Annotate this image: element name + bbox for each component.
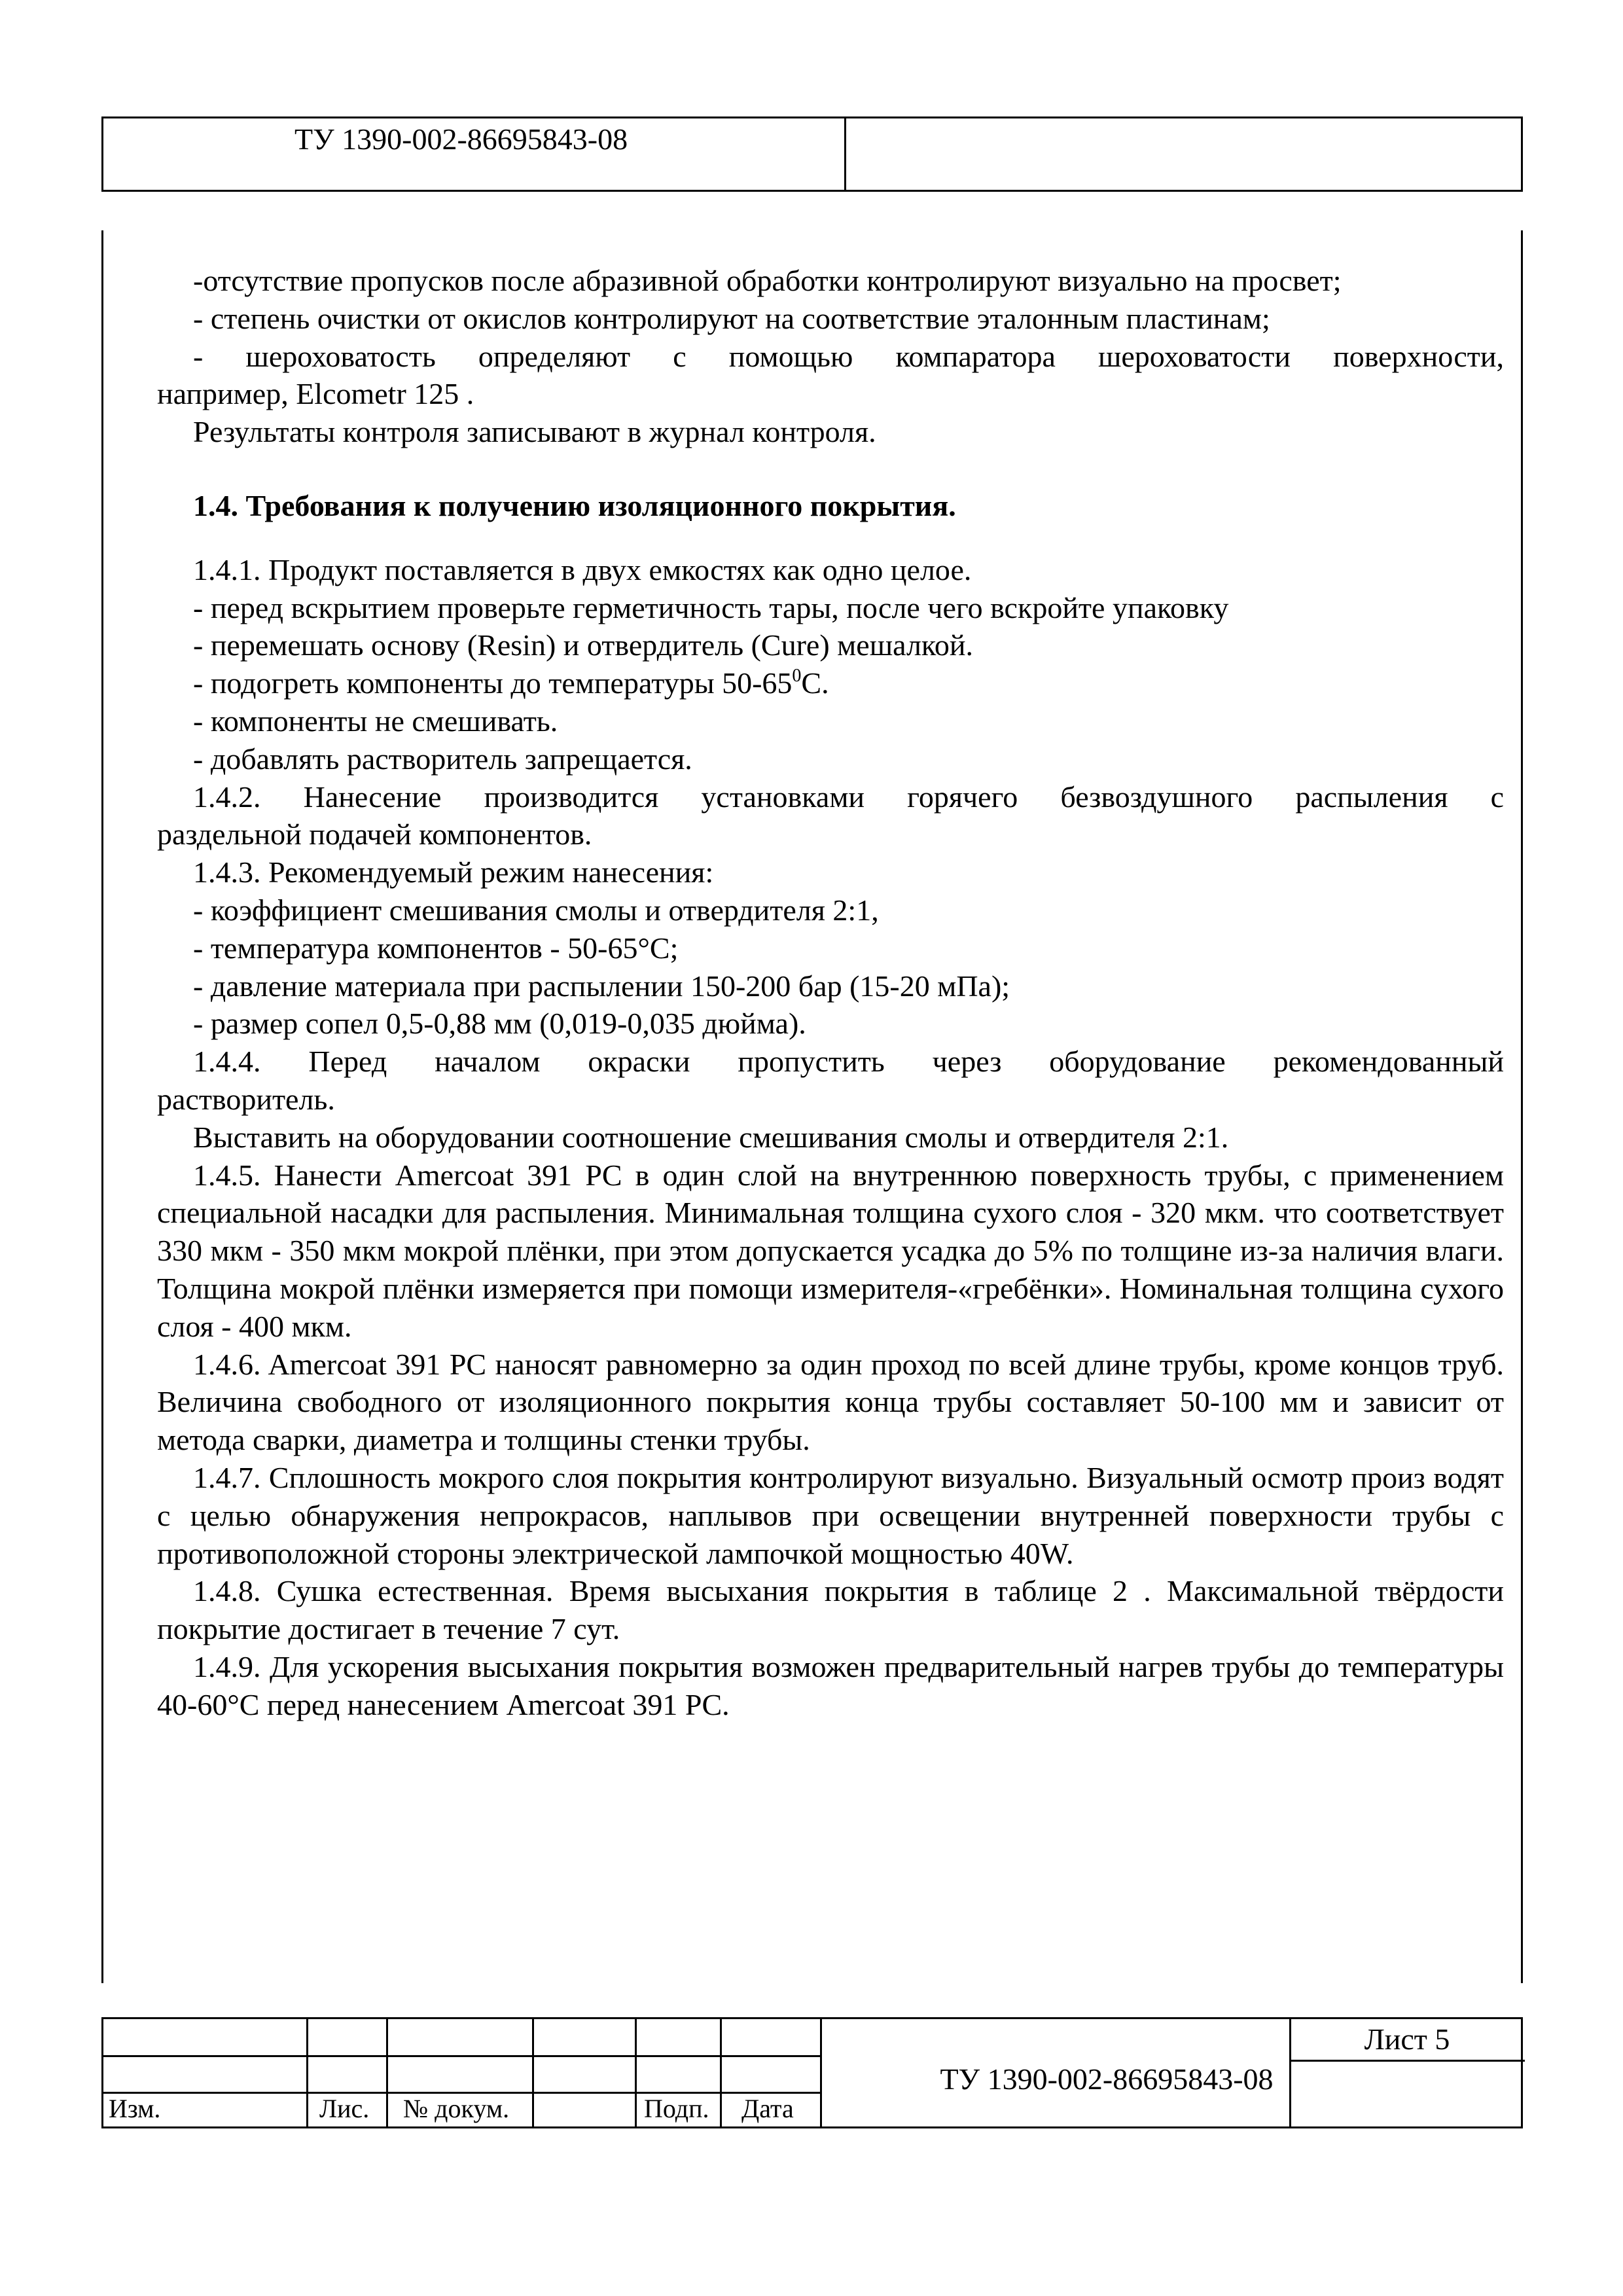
title-block-line <box>386 2019 388 2126</box>
list-item: 1.4.2. Нанесение производится установками горячего безвоздушного распыления с <box>193 780 1504 814</box>
paragraph: Результаты контроля записывают в журнал контроля. <box>193 415 876 449</box>
list-item: - давление материала при распылении 150-200 бар (15-20 мПа); <box>193 969 1010 1003</box>
title-block-line <box>532 2019 534 2126</box>
paragraph: например, Elcometr 125 . <box>157 377 474 411</box>
title-block-line <box>103 2055 820 2057</box>
list-item-text: С. <box>801 666 829 700</box>
title-block-line <box>720 2019 722 2126</box>
list-item: растворитель. <box>157 1082 335 1116</box>
title-block-line <box>820 2019 822 2126</box>
list-item: 1.4.1. Продукт поставляется в двух емкостях как одно целое. <box>193 552 972 586</box>
paragraph: -отсутствие пропусков после абразивной обработки контролируют визуально на просвет; <box>193 264 1342 297</box>
list-item: 1.4.7. Сплошность мокрого слоя покрытия контролируют визуально. Визуальный осмотр произ водят с целью обнаружения непрокрасов, наплывов при освещении внутренней поверхности трубы с противоположной стороны электрической лампочкой мощностью 40W. <box>157 1460 1504 1570</box>
list-item: 1.4.4. Перед началом окраски пропустить через оборудование рекомендованный <box>193 1045 1504 1079</box>
list-item: 1.4.8. Сушка естественная. Время высыхания покрытия в таблице 2 . Максимальной твёрдости покрытие достигает в течение 7 сут. <box>157 1574 1504 1646</box>
title-block-doc-code: ТУ 1390-002-86695843-08 <box>940 2062 1274 2096</box>
list-item: 1.4.9. Для ускорения высыхания покрытия возможен предварительный нагрев трубы до температуры 40-60°С перед нанесением Amercoat 391 PC. <box>157 1649 1504 1721</box>
paragraph: - шероховатость определяют с помощью компаратора шероховатости поверхности, <box>193 339 1504 373</box>
label-signature: Подп. <box>644 2094 709 2123</box>
right-margin-line <box>1521 230 1523 1983</box>
list-item: - добавлять растворитель запрещается. <box>193 742 692 776</box>
label-izm: Изм. <box>109 2094 161 2123</box>
sheet-number: Лист 5 <box>1364 2022 1450 2056</box>
list-item: - перемешать основу (Resin) и отвердитель (Cure) мешалкой. <box>193 628 974 662</box>
document-body <box>157 262 1504 1723</box>
list-item: 1.4.5. Нанести Amercoat 391 PC в один слой на внутреннюю поверхность трубы, с применением специальной насадки для распыления. Минимальная толщина сухого слоя - 320 мкм. что соответствует 330 мкм - 350 мкм мокрой плёнки, при этом допускается усадка до 5% по толщине из-за наличия влаги. Толщина мокрой плёнки измеряется при помощи измерителя-«гребёнки». Номинальная толщина сухого слоя - 400 мкм. <box>157 1158 1504 1343</box>
list-item: раздельной подачей компонентов. <box>157 817 592 852</box>
header-doc-code: ТУ 1390-002-86695843-08 <box>294 122 628 156</box>
list-item: - компоненты не смешивать. <box>193 704 558 738</box>
header-divider <box>844 118 846 190</box>
title-block-line <box>635 2019 637 2126</box>
list-item: 1.4.6. Amercoat 391 PC наносят равномерно за один проход по всей длине трубы, кроме концов труб. Величина свободного от изоляционного покрытия конца трубы составляет 50-100 мм и зависит от метода сварки, диаметра и толщины стенки трубы. <box>157 1347 1504 1457</box>
header-frame <box>101 117 1523 192</box>
label-doc-number: № докум. <box>403 2094 510 2123</box>
list-item: - температура компонентов - 50-65°С; <box>193 931 679 965</box>
list-item <box>157 664 1504 702</box>
title-block-line <box>306 2019 308 2126</box>
list-item: 1.4.3. Рекомендуемый режим нанесения: <box>193 855 714 889</box>
section-heading: 1.4. Требования к получению изоляционного покрытия. <box>193 488 956 522</box>
label-list: Лис. <box>319 2094 370 2123</box>
paragraph: - степень очистки от окислов контролируют на соответствие эталонным пластинам; <box>193 301 1270 335</box>
list-item: - коэффициент смешивания смолы и отвердителя 2:1, <box>193 893 879 927</box>
list-item: - размер сопел 0,5-0,88 мм (0,019-0,035 дюйма). <box>193 1007 806 1041</box>
degree-superscript: 0 <box>792 666 802 687</box>
list-item: Выставить на оборудовании соотношение смешивания смолы и отвердителя 2:1. <box>193 1120 1229 1154</box>
label-date: Дата <box>741 2094 794 2123</box>
list-item: - перед вскрытием проверьте герметичность тары, после чего вскройте упаковку <box>193 590 1229 624</box>
title-block <box>101 2017 1523 2128</box>
left-margin-line <box>101 230 103 1983</box>
list-item-text: - подогреть компоненты до температуры 50-65 <box>193 666 793 700</box>
